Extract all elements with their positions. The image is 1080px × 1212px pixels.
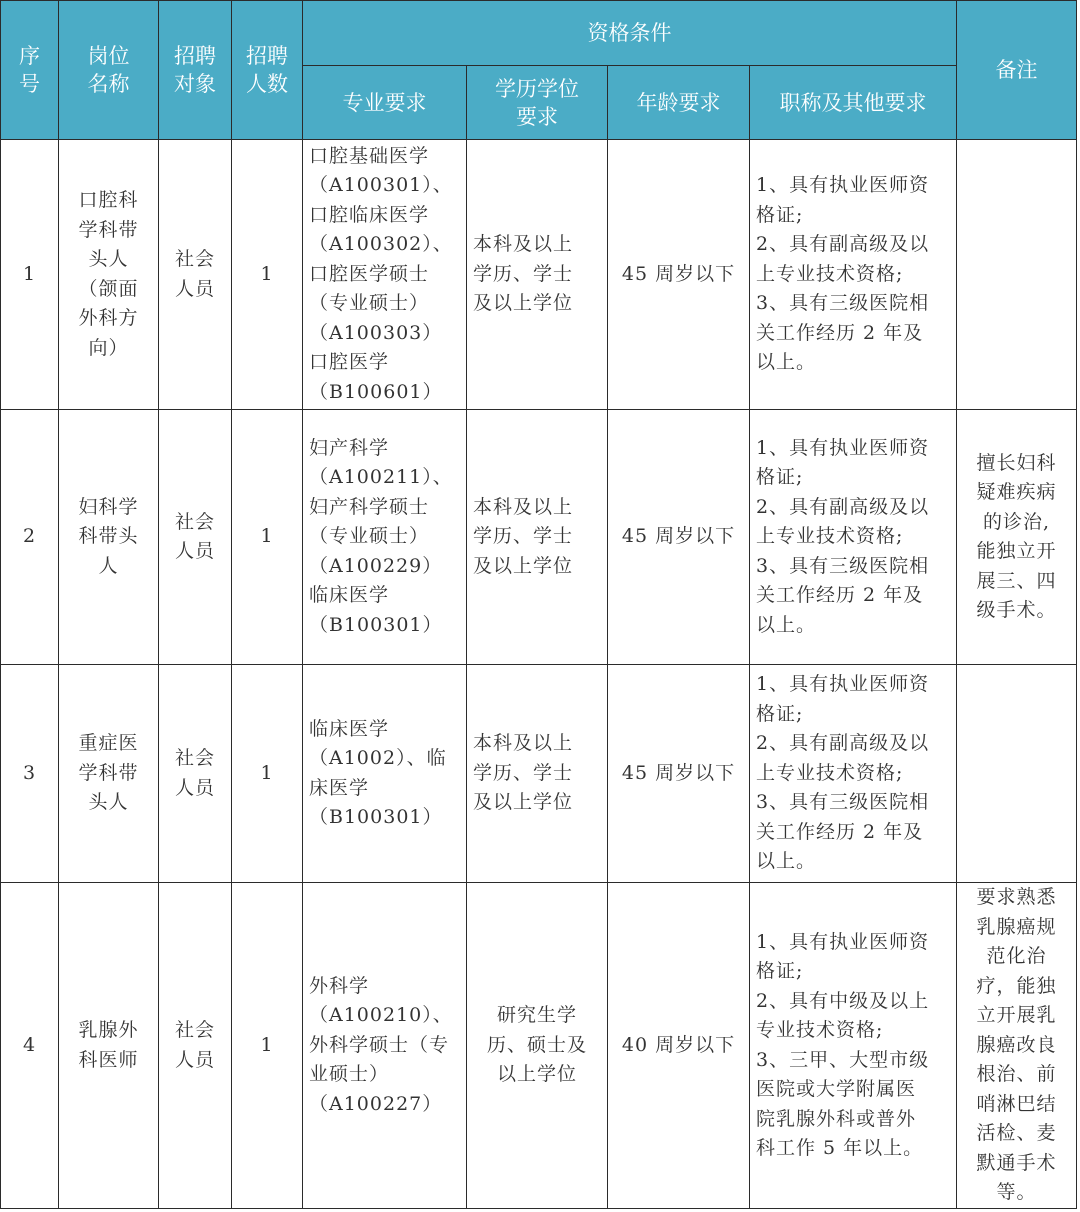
table-row — [1, 883, 1077, 1209]
cell-age: 45 周岁以下 — [608, 140, 750, 410]
cell-major: 口腔基础医学 （A100301）、 口腔临床医学 （A100302）、 口腔医学硕士 （专业硕士） （A100303） 口腔医学 （B100601） — [303, 140, 467, 410]
cell-target: 社会 人员 — [159, 410, 232, 665]
cell-count: 1 — [232, 883, 303, 1209]
header-seq: 序 号 — [1, 1, 59, 140]
table-row — [1, 665, 1077, 883]
header-target: 招聘 对象 — [159, 1, 232, 140]
header-row-1 — [1, 1, 1077, 66]
cell-count: 1 — [232, 665, 303, 883]
header-qualifications: 资格条件 — [303, 1, 957, 66]
cell-seq: 3 — [1, 665, 59, 883]
cell-remark — [957, 665, 1077, 883]
cell-age: 40 周岁以下 — [608, 883, 750, 1209]
cell-position: 重症医 学科带 头人 — [59, 665, 159, 883]
header-title-other: 职称及其他要求 — [750, 66, 957, 140]
cell-major: 妇产科学 （A100211）、 妇产科学硕士 （专业硕士） （A100229） 临床医学 （B100301） — [303, 410, 467, 665]
cell-position: 口腔科 学科带 头人 （颌面 外科方 向） — [59, 140, 159, 410]
cell-remark: 擅长妇科 疑难疾病 的诊治, 能独立开 展三、四 级手术。 — [957, 410, 1077, 665]
cell-other: 1、具有执业医师资 格证; 2、具有副高级及以 上专业技术资格; 3、具有三级医院相 关工作经历 2 年及 以上。 — [750, 665, 957, 883]
header-count: 招聘 人数 — [232, 1, 303, 140]
cell-degree: 本科及以上 学历、学士 及以上学位 — [467, 665, 608, 883]
cell-age: 45 周岁以下 — [608, 665, 750, 883]
cell-target: 社会 人员 — [159, 665, 232, 883]
cell-degree: 研究生学 历、硕士及 以上学位 — [467, 883, 608, 1209]
cell-target: 社会 人员 — [159, 140, 232, 410]
header-position: 岗位 名称 — [59, 1, 159, 140]
cell-seq: 1 — [1, 140, 59, 410]
table-row — [1, 140, 1077, 410]
cell-other: 1、具有执业医师资 格证; 2、具有副高级及以 上专业技术资格; 3、具有三级医院相 关工作经历 2 年及 以上。 — [750, 140, 957, 410]
cell-degree: 本科及以上 学历、学士 及以上学位 — [467, 410, 608, 665]
cell-other: 1、具有执业医师资 格证; 2、具有中级及以上 专业技术资格; 3、三甲、大型市级 医院或大学附属医 院乳腺外科或普外 科工作 5 年以上。 — [750, 883, 957, 1209]
cell-major: 临床医学 （A1002）、临 床医学 （B100301） — [303, 665, 467, 883]
cell-other: 1、具有执业医师资 格证; 2、具有副高级及以 上专业技术资格; 3、具有三级医院相 关工作经历 2 年及 以上。 — [750, 410, 957, 665]
cell-degree: 本科及以上 学历、学士 及以上学位 — [467, 140, 608, 410]
cell-major: 外科学 （A100210）、 外科学硕士（专 业硕士） （A100227） — [303, 883, 467, 1209]
table-row — [1, 410, 1077, 665]
cell-age: 45 周岁以下 — [608, 410, 750, 665]
cell-count: 1 — [232, 140, 303, 410]
header-major: 专业要求 — [303, 66, 467, 140]
header-remark: 备注 — [957, 1, 1077, 140]
cell-position: 妇科学 科带头 人 — [59, 410, 159, 665]
cell-seq: 2 — [1, 410, 59, 665]
cell-target: 社会 人员 — [159, 883, 232, 1209]
cell-remark: 要求熟悉 乳腺癌规 范化治 疗，能独 立开展乳 腺癌改良 根治、前 哨淋巴结 活检、麦 默通手术 等。 — [957, 883, 1077, 1209]
cell-count: 1 — [232, 410, 303, 665]
cell-seq: 4 — [1, 883, 59, 1209]
cell-position: 乳腺外 科医师 — [59, 883, 159, 1209]
header-degree: 学历学位 要求 — [467, 66, 608, 140]
header-age: 年龄要求 — [608, 66, 750, 140]
cell-remark — [957, 140, 1077, 410]
